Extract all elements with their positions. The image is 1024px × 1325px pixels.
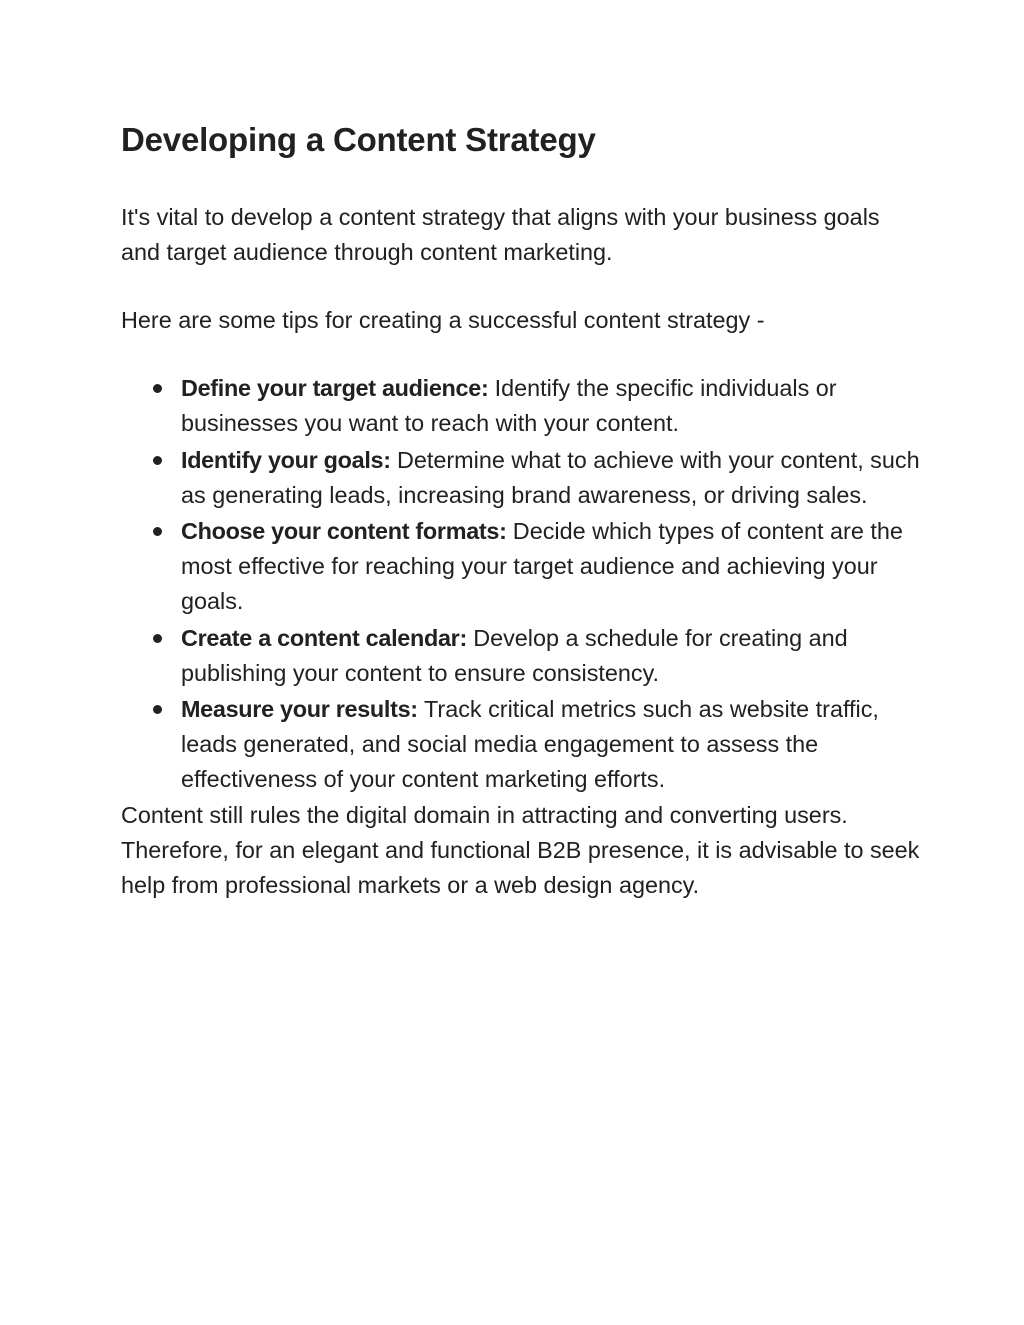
list-item — [121, 692, 921, 797]
tips-list — [121, 371, 921, 797]
tip-text: Determine what to achieve with your content, such as generating leads, increasing brand awareness, or driving sales. — [181, 446, 920, 508]
tip-text: Identify the specific individuals or businesses you want to reach with your content. — [181, 375, 837, 436]
tip-heading: Create a content calendar: — [181, 624, 474, 651]
list-item — [121, 443, 921, 513]
tip-heading: Define your target audience: — [181, 375, 495, 401]
tip-heading: Choose your content formats: — [181, 518, 513, 544]
list-item — [121, 371, 921, 441]
closing-paragraph: Content still rules the digital domain in attracting and converting users. Therefore, for an elegant and functional B2B presence, it is advisable to seek help from professional markets or a web design agency. — [121, 801, 920, 898]
bullet-icon — [153, 456, 162, 465]
list-item — [121, 514, 921, 619]
tip-text: Track critical metrics such as website traffic, leads generated, and social media engagement to assess the effectiveness of your content marketing efforts. — [181, 696, 879, 792]
document-page — [121, 118, 921, 903]
bullet-icon — [153, 384, 162, 393]
list-item — [121, 621, 921, 691]
tip-text: Decide which types of content are the most effective for reaching your target audience and achieving your goals. — [181, 518, 903, 614]
tips-intro-paragraph: Here are some tips for creating a successful content strategy - — [121, 307, 765, 333]
intro-paragraph: It's vital to develop a content strategy that aligns with your business goals and target audience through content marketing. — [121, 204, 880, 265]
tip-heading: Measure your results: — [181, 696, 424, 722]
bullet-icon — [153, 634, 162, 643]
page-title: Developing a Content Strategy — [121, 121, 596, 158]
tip-text: Develop a schedule for creating and publishing your content to ensure consistency. — [181, 624, 848, 686]
bullet-icon — [153, 705, 162, 714]
tip-heading: Identify your goals: — [181, 446, 397, 473]
bullet-icon — [153, 527, 162, 536]
